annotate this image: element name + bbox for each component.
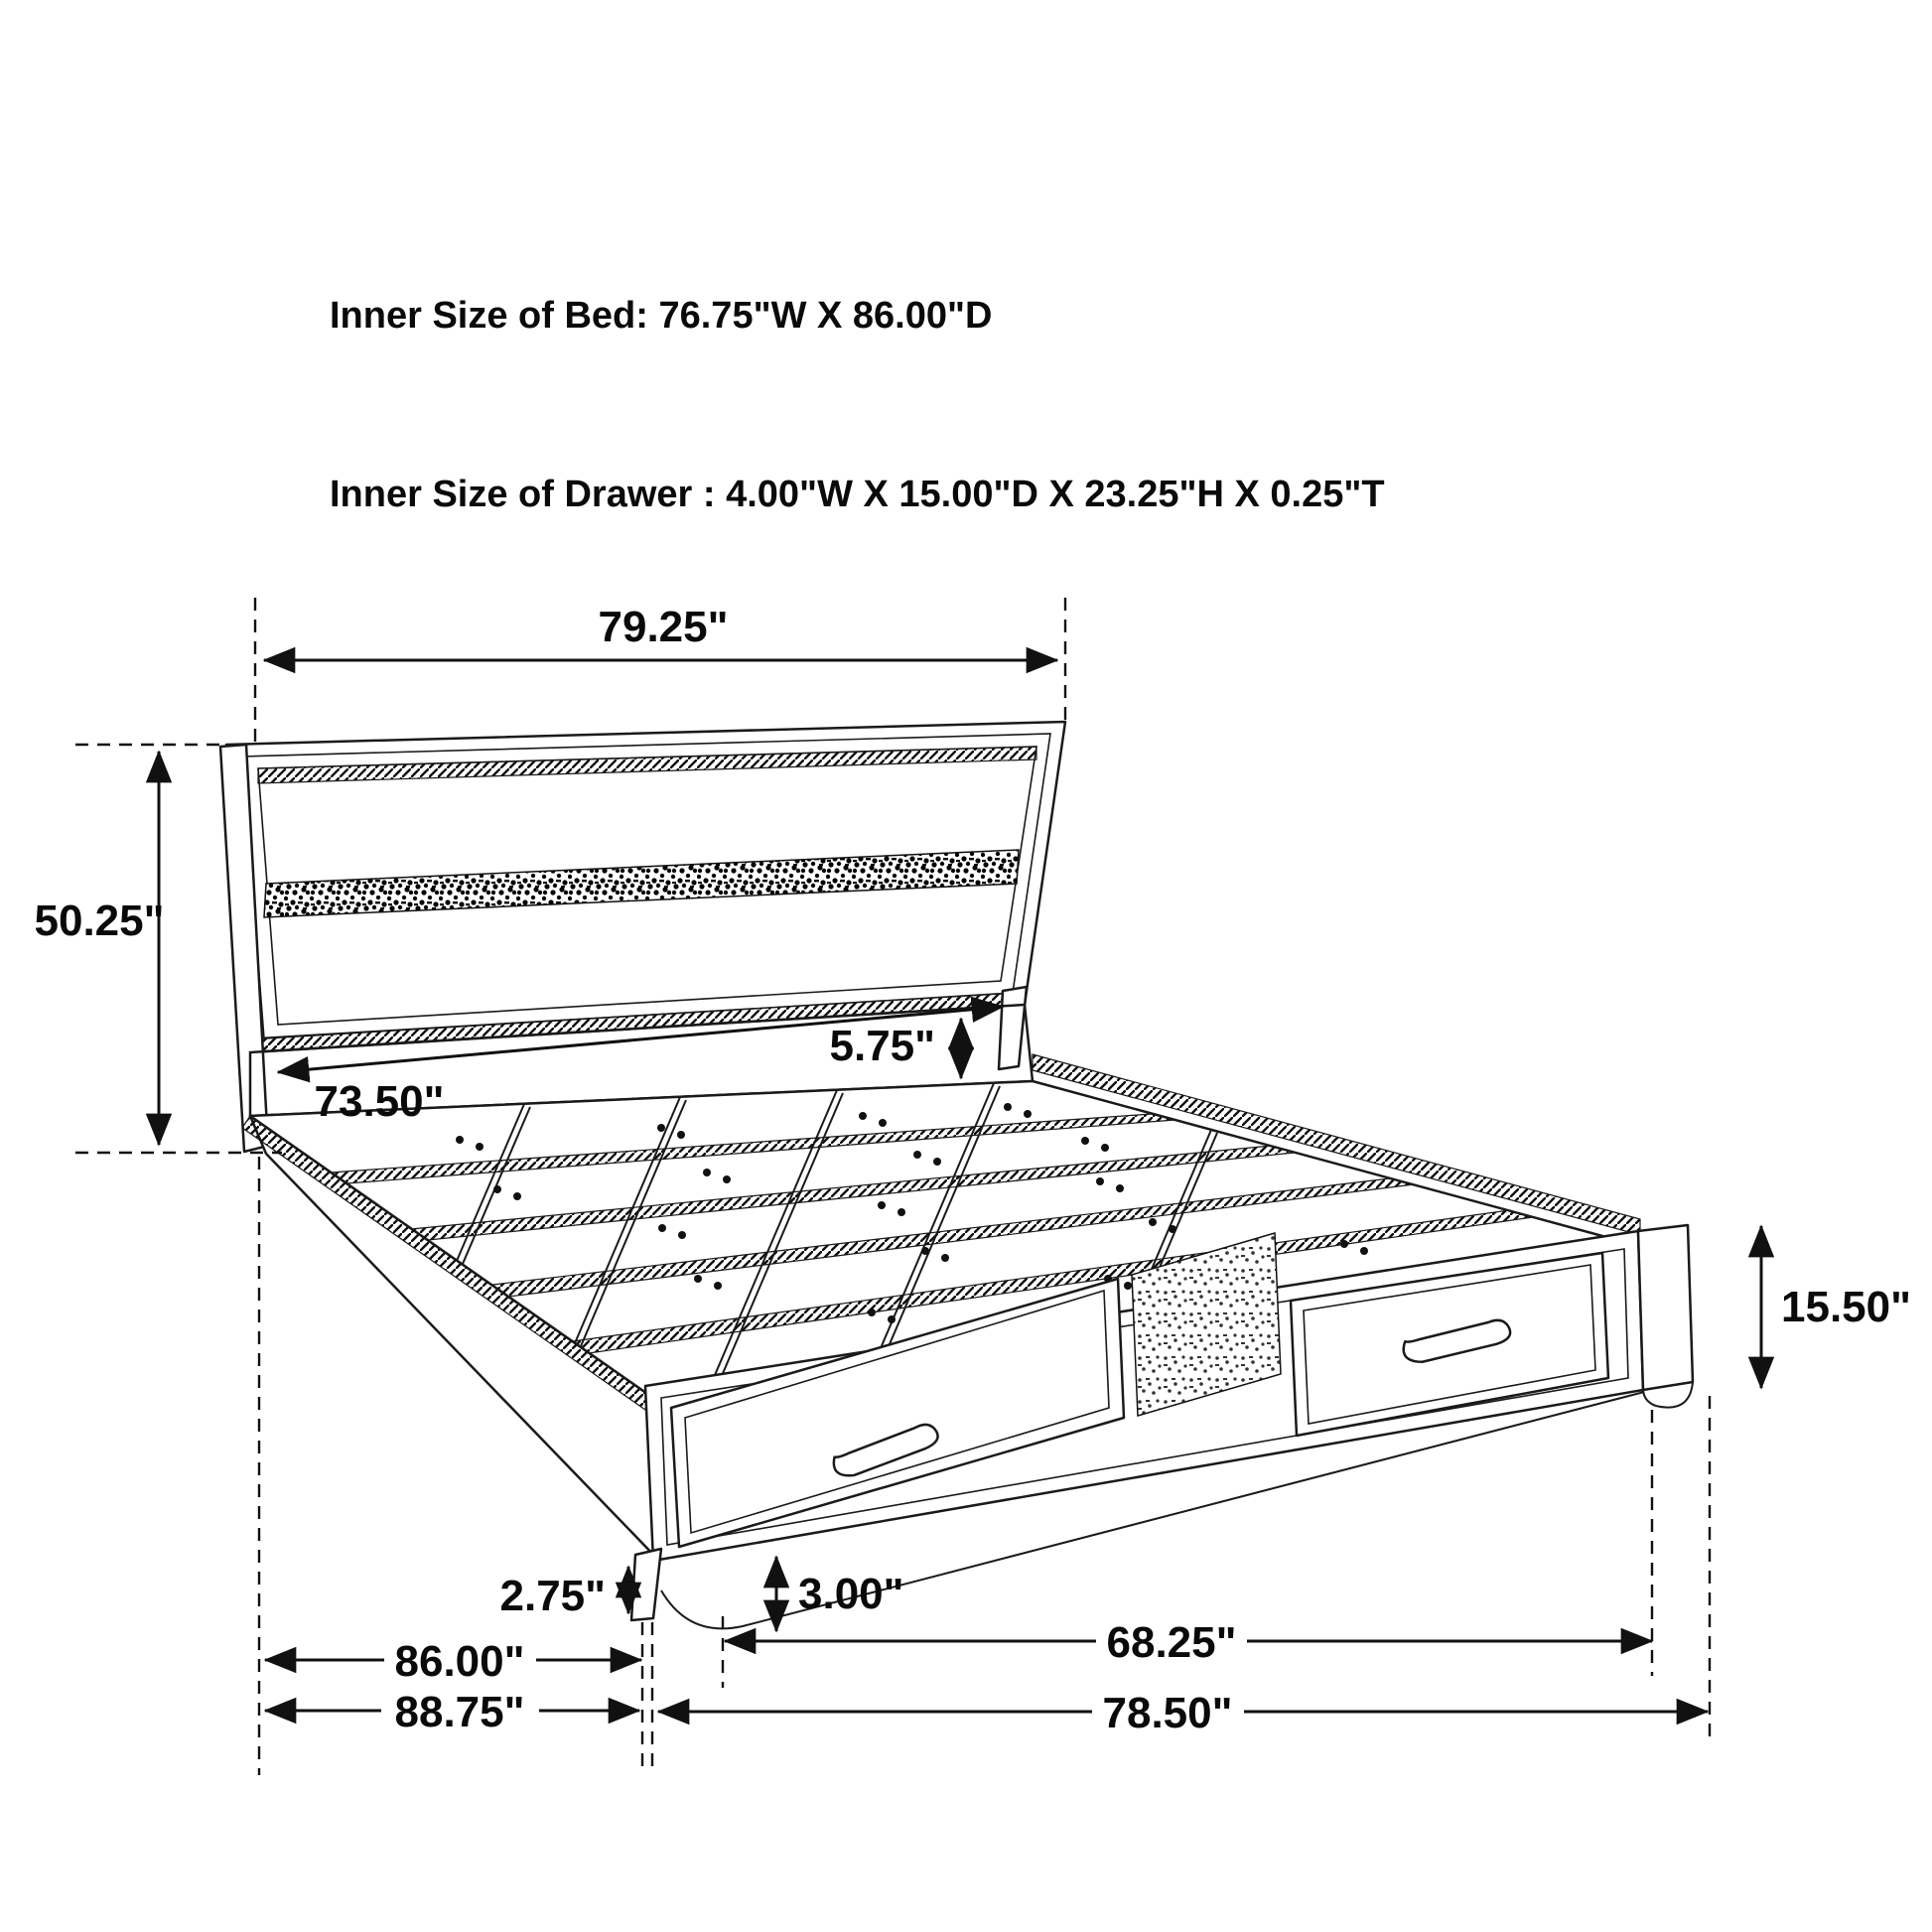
dim-drawer-section-width-label: 68.25" <box>1106 1618 1237 1667</box>
dim-headboard-width-label: 79.25" <box>598 603 729 651</box>
headboard-right-leg <box>999 987 1027 1069</box>
title-line-bed: Inner Size of Bed: 76.75"W X 86.00"D <box>330 295 993 337</box>
footboard-left-leg <box>631 1549 661 1620</box>
dim-headboard-height <box>35 752 165 1145</box>
dim-side-rail-height <box>830 1019 962 1078</box>
dim-footboard-height-label: 15.50" <box>1781 1283 1911 1331</box>
dim-side-rail-height-label: 5.75" <box>829 1022 935 1070</box>
dim-headboard-width <box>264 603 1057 660</box>
dim-inner-length <box>265 1637 641 1686</box>
footboard-side-face <box>1638 1225 1693 1390</box>
dim-inner-length-label: 86.00" <box>394 1637 525 1686</box>
dim-overall-length-label: 88.75" <box>394 1688 525 1736</box>
bed-drawing <box>220 722 1693 1628</box>
dim-headboard-height-label: 50.25" <box>34 897 165 945</box>
dim-drawer-section-width <box>725 1618 1652 1667</box>
dim-overall-length <box>265 1688 639 1736</box>
dim-foot-clearance <box>776 1557 904 1631</box>
dim-base-height <box>500 1567 629 1620</box>
title-line-drawer: Inner Size of Drawer : 4.00"W X 15.00"D X 23.25"H X 0.25"T <box>330 474 1385 515</box>
dim-between-legs-width-label: 73.50" <box>314 1077 445 1126</box>
dim-footboard-width <box>658 1689 1708 1737</box>
dim-foot-clearance-label: 3.00" <box>798 1570 904 1618</box>
dim-footboard-height <box>1761 1226 1911 1388</box>
dim-base-height-label: 2.75" <box>499 1572 606 1620</box>
dim-footboard-width-label: 78.50" <box>1102 1689 1233 1737</box>
